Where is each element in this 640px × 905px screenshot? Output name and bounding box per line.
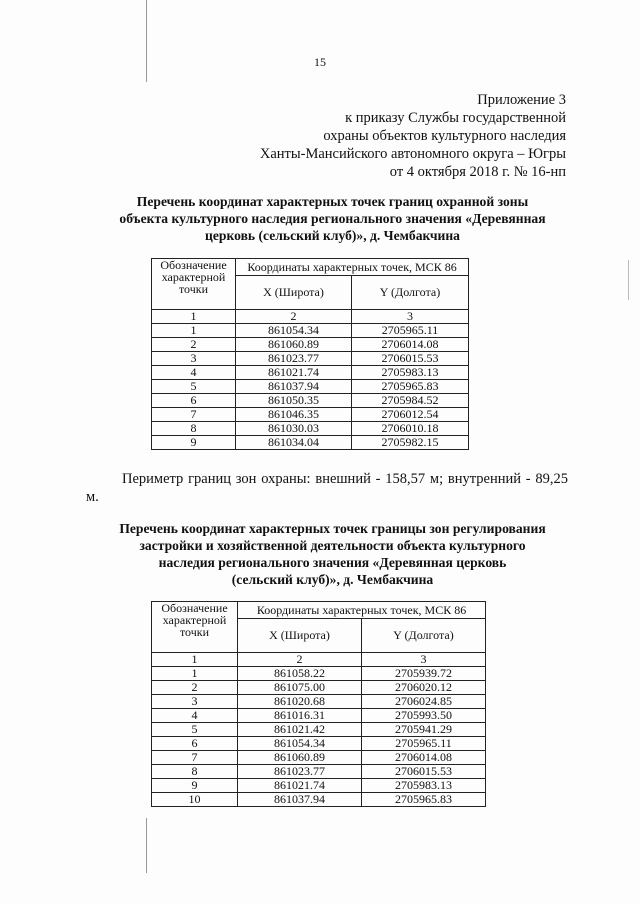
section1-title-line: Перечень координат характерных точек границ охранной зоны [136, 194, 529, 209]
point-number-cell: 8 [152, 422, 236, 436]
point-number-cell: 3 [152, 352, 236, 366]
y-coordinate-cell: 2706014.08 [352, 338, 469, 352]
scan-margin-line-bottom [146, 818, 147, 873]
x-coordinate-cell: 861021.74 [236, 366, 352, 380]
table-row [152, 394, 469, 408]
point-number-cell: 5 [152, 380, 236, 394]
table-column-number: 2 [236, 310, 352, 324]
y-coordinate-cell: 2705984.52 [352, 394, 469, 408]
perimeter-paragraph [86, 470, 568, 506]
appendix-line: к приказу Службы государственной [345, 110, 566, 126]
point-number-cell: 1 [152, 324, 236, 338]
appendix-line: охраны объектов культурного наследия [323, 128, 566, 144]
x-coordinate-cell: 861060.89 [238, 751, 362, 765]
table-header-y: Y (Долгота) [352, 276, 469, 310]
y-coordinate-cell: 2705965.11 [352, 324, 469, 338]
section2-title [95, 520, 570, 588]
section2-title-line: Перечень координат характерных точек границы зон регулирования [119, 521, 546, 536]
table-row [152, 366, 469, 380]
section1-title [95, 193, 570, 244]
x-coordinate-cell: 861023.77 [238, 765, 362, 779]
x-coordinate-cell: 861060.89 [236, 338, 352, 352]
x-coordinate-cell: 861020.68 [238, 695, 362, 709]
y-coordinate-cell: 2705965.11 [362, 737, 486, 751]
section1-title-line: церковь (сельский клуб)», д. Чембакчина [205, 228, 460, 243]
y-coordinate-cell: 2705965.83 [352, 380, 469, 394]
table-column-number: 3 [362, 653, 486, 667]
point-number-cell: 5 [152, 723, 238, 737]
table-header-designation: Обозначение характерной точки [152, 602, 238, 653]
y-coordinate-cell: 2705982.15 [352, 436, 469, 450]
table-row [152, 695, 486, 709]
table-row [152, 723, 486, 737]
x-coordinate-cell: 861021.42 [238, 723, 362, 737]
appendix-line: Ханты-Мансийского автономного округа – Югры [259, 146, 566, 162]
point-number-cell: 1 [152, 667, 238, 681]
section1-title-line: объекта культурного наследия регионального значения «Деревянная [119, 211, 546, 226]
table-column-number: 1 [152, 653, 238, 667]
table-row [152, 667, 486, 681]
table-column-number: 1 [152, 310, 236, 324]
table-row [152, 779, 486, 793]
table-row [152, 380, 469, 394]
table-row [152, 408, 469, 422]
point-number-cell: 9 [152, 779, 238, 793]
x-coordinate-cell: 861058.22 [238, 667, 362, 681]
table-column-number: 3 [352, 310, 469, 324]
y-coordinate-cell: 2705965.83 [362, 793, 486, 807]
point-number-cell: 2 [152, 681, 238, 695]
table-row [152, 751, 486, 765]
point-number-cell: 8 [152, 765, 238, 779]
point-number-cell: 10 [152, 793, 238, 807]
table-header-x: X (Широта) [236, 276, 352, 310]
x-coordinate-cell: 861037.94 [238, 793, 362, 807]
table-row [152, 681, 486, 695]
point-number-cell: 4 [152, 366, 236, 380]
x-coordinate-cell: 861054.34 [238, 737, 362, 751]
page-number: 15 [314, 55, 326, 69]
x-coordinate-cell: 861037.94 [236, 380, 352, 394]
y-coordinate-cell: 2706012.54 [352, 408, 469, 422]
point-number-cell: 7 [152, 751, 238, 765]
section2-title-line: (сельский клуб)», д. Чембакчина [231, 572, 434, 587]
table-column-number: 2 [238, 653, 362, 667]
x-coordinate-cell: 861016.31 [238, 709, 362, 723]
y-coordinate-cell: 2706014.08 [362, 751, 486, 765]
table-row [152, 324, 469, 338]
table-row [152, 422, 469, 436]
point-number-cell: 9 [152, 436, 236, 450]
scan-edge-mark-right [628, 260, 629, 300]
x-coordinate-cell: 861023.77 [236, 352, 352, 366]
appendix-header [260, 91, 566, 181]
y-coordinate-cell: 2705993.50 [362, 709, 486, 723]
appendix-line: от 4 октября 2018 г. № 16-нп [389, 164, 566, 180]
table-row [152, 338, 469, 352]
perimeter-text: Периметр границ зон охраны: внешний - 158,57 м; внутренний - 89,25 м. [86, 471, 568, 505]
table-header-coordinates: Координаты характерных точек, МСК 86 [236, 259, 469, 276]
table-header-designation: Обозначение характерной точки [152, 259, 236, 310]
y-coordinate-cell: 2706015.53 [352, 352, 469, 366]
table-row [152, 352, 469, 366]
x-coordinate-cell: 861054.34 [236, 324, 352, 338]
table-row [152, 737, 486, 751]
appendix-line: Приложение 3 [477, 92, 566, 108]
section2-coordinates-table [151, 601, 486, 807]
x-coordinate-cell: 861075.00 [238, 681, 362, 695]
y-coordinate-cell: 2706020.12 [362, 681, 486, 695]
y-coordinate-cell: 2705983.13 [362, 779, 486, 793]
table-header-coordinates: Координаты характерных точек, МСК 86 [238, 602, 486, 619]
table-row [152, 793, 486, 807]
table-header-x: X (Широта) [238, 619, 362, 653]
y-coordinate-cell: 2706024.85 [362, 695, 486, 709]
x-coordinate-cell: 861046.35 [236, 408, 352, 422]
section2-title-line: застройки и хозяйственной деятельности объекта культурного [139, 538, 526, 553]
x-coordinate-cell: 861030.03 [236, 422, 352, 436]
point-number-cell: 6 [152, 737, 238, 751]
y-coordinate-cell: 2706010.18 [352, 422, 469, 436]
table-row [152, 765, 486, 779]
table-row [152, 436, 469, 450]
y-coordinate-cell: 2705939.72 [362, 667, 486, 681]
point-number-cell: 6 [152, 394, 236, 408]
section2-title-line: наследия регионального значения «Деревянная церковь [158, 555, 507, 570]
point-number-cell: 3 [152, 695, 238, 709]
section1-coordinates-table [151, 258, 469, 450]
point-number-cell: 7 [152, 408, 236, 422]
y-coordinate-cell: 2705983.13 [352, 366, 469, 380]
point-number-cell: 2 [152, 338, 236, 352]
table-header-y: Y (Долгота) [362, 619, 486, 653]
y-coordinate-cell: 2706015.53 [362, 765, 486, 779]
y-coordinate-cell: 2705941.29 [362, 723, 486, 737]
point-number-cell: 4 [152, 709, 238, 723]
table-row [152, 709, 486, 723]
x-coordinate-cell: 861050.35 [236, 394, 352, 408]
x-coordinate-cell: 861034.04 [236, 436, 352, 450]
x-coordinate-cell: 861021.74 [238, 779, 362, 793]
